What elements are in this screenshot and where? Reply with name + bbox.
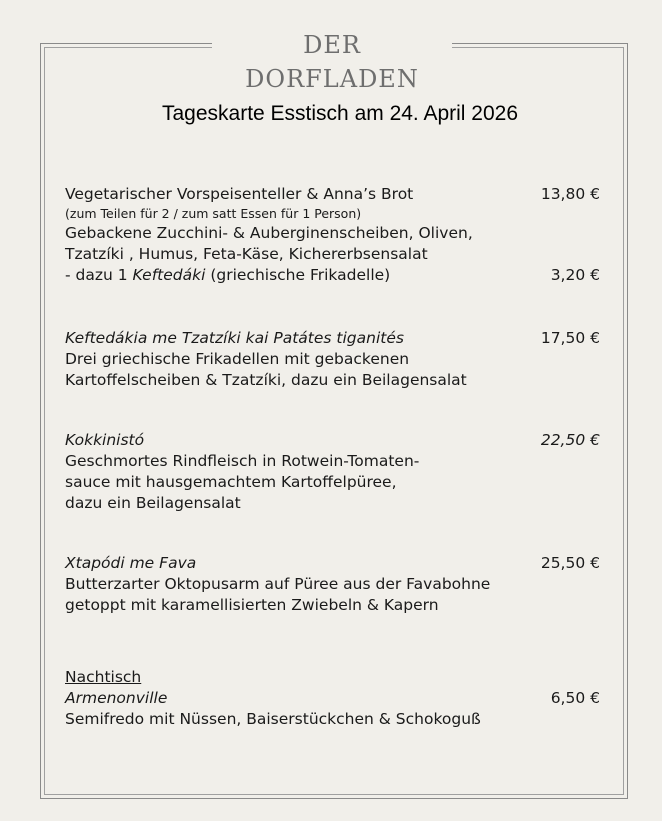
dish-description: Geschmortes Rindfleisch in Rotwein-Tomaten- (65, 452, 420, 470)
dish-price: 17,50 € (540, 329, 600, 347)
section-heading: Nachtisch (65, 668, 142, 686)
addon-price: 3,20 € (550, 266, 600, 284)
dish-description: Butterzarter Oktopusarm auf Püree aus der Favabohne (65, 575, 491, 593)
menu-item (65, 184, 600, 286)
dish-price: 6,50 € (550, 689, 600, 707)
dish-name: Armenonville (65, 689, 168, 707)
dessert-section (65, 667, 600, 730)
dish-name: Xtapódi me Fava (65, 554, 197, 572)
dish-name: Kokkinistó (65, 431, 145, 449)
dish-addon: - dazu 1 Keftedáki (griechische Frikadelle) (65, 266, 391, 284)
dish-description: Gebackene Zucchini- & Auberginenscheiben, Oliven, (65, 224, 473, 242)
dish-description: Kartoffelscheiben & Tzatzíki, dazu ein Beilagensalat (65, 371, 467, 389)
dish-description: Drei griechische Frikadellen mit gebackenen (65, 350, 410, 368)
dish-description: sauce mit hausgemachtem Kartoffelpüree, (65, 473, 397, 491)
dish-description: getoppt mit karamellisierten Zwiebeln & Kapern (65, 596, 439, 614)
dish-name: Vegetarischer Vorspeisenteller & Anna’s Brot (65, 185, 414, 203)
dish-name: Keftedákia me Tzatzíki kai Patátes tiganités (65, 329, 404, 347)
dish-price: 25,50 € (540, 554, 600, 572)
dish-price: 22,50 € (540, 431, 600, 449)
brand-logo: DER DORFLADEN (212, 28, 452, 62)
dish-price: 13,80 € (540, 185, 600, 203)
dish-description: dazu ein Beilagensalat (65, 494, 241, 512)
page-title: Tageskarte Esstisch am 24. April 2026 (161, 102, 518, 125)
menu-item (65, 553, 600, 616)
menu-item (65, 430, 600, 514)
dish-description: Semifredo mit Nüssen, Baiserstückchen & Schokoguß (65, 710, 481, 728)
dish-description: Tzatzíki , Humus, Feta-Käse, Kichererbsensalat (65, 245, 428, 263)
dish-note: (zum Teilen für 2 / zum satt Essen für 1 Person) (65, 206, 362, 221)
menu-item (65, 328, 600, 391)
